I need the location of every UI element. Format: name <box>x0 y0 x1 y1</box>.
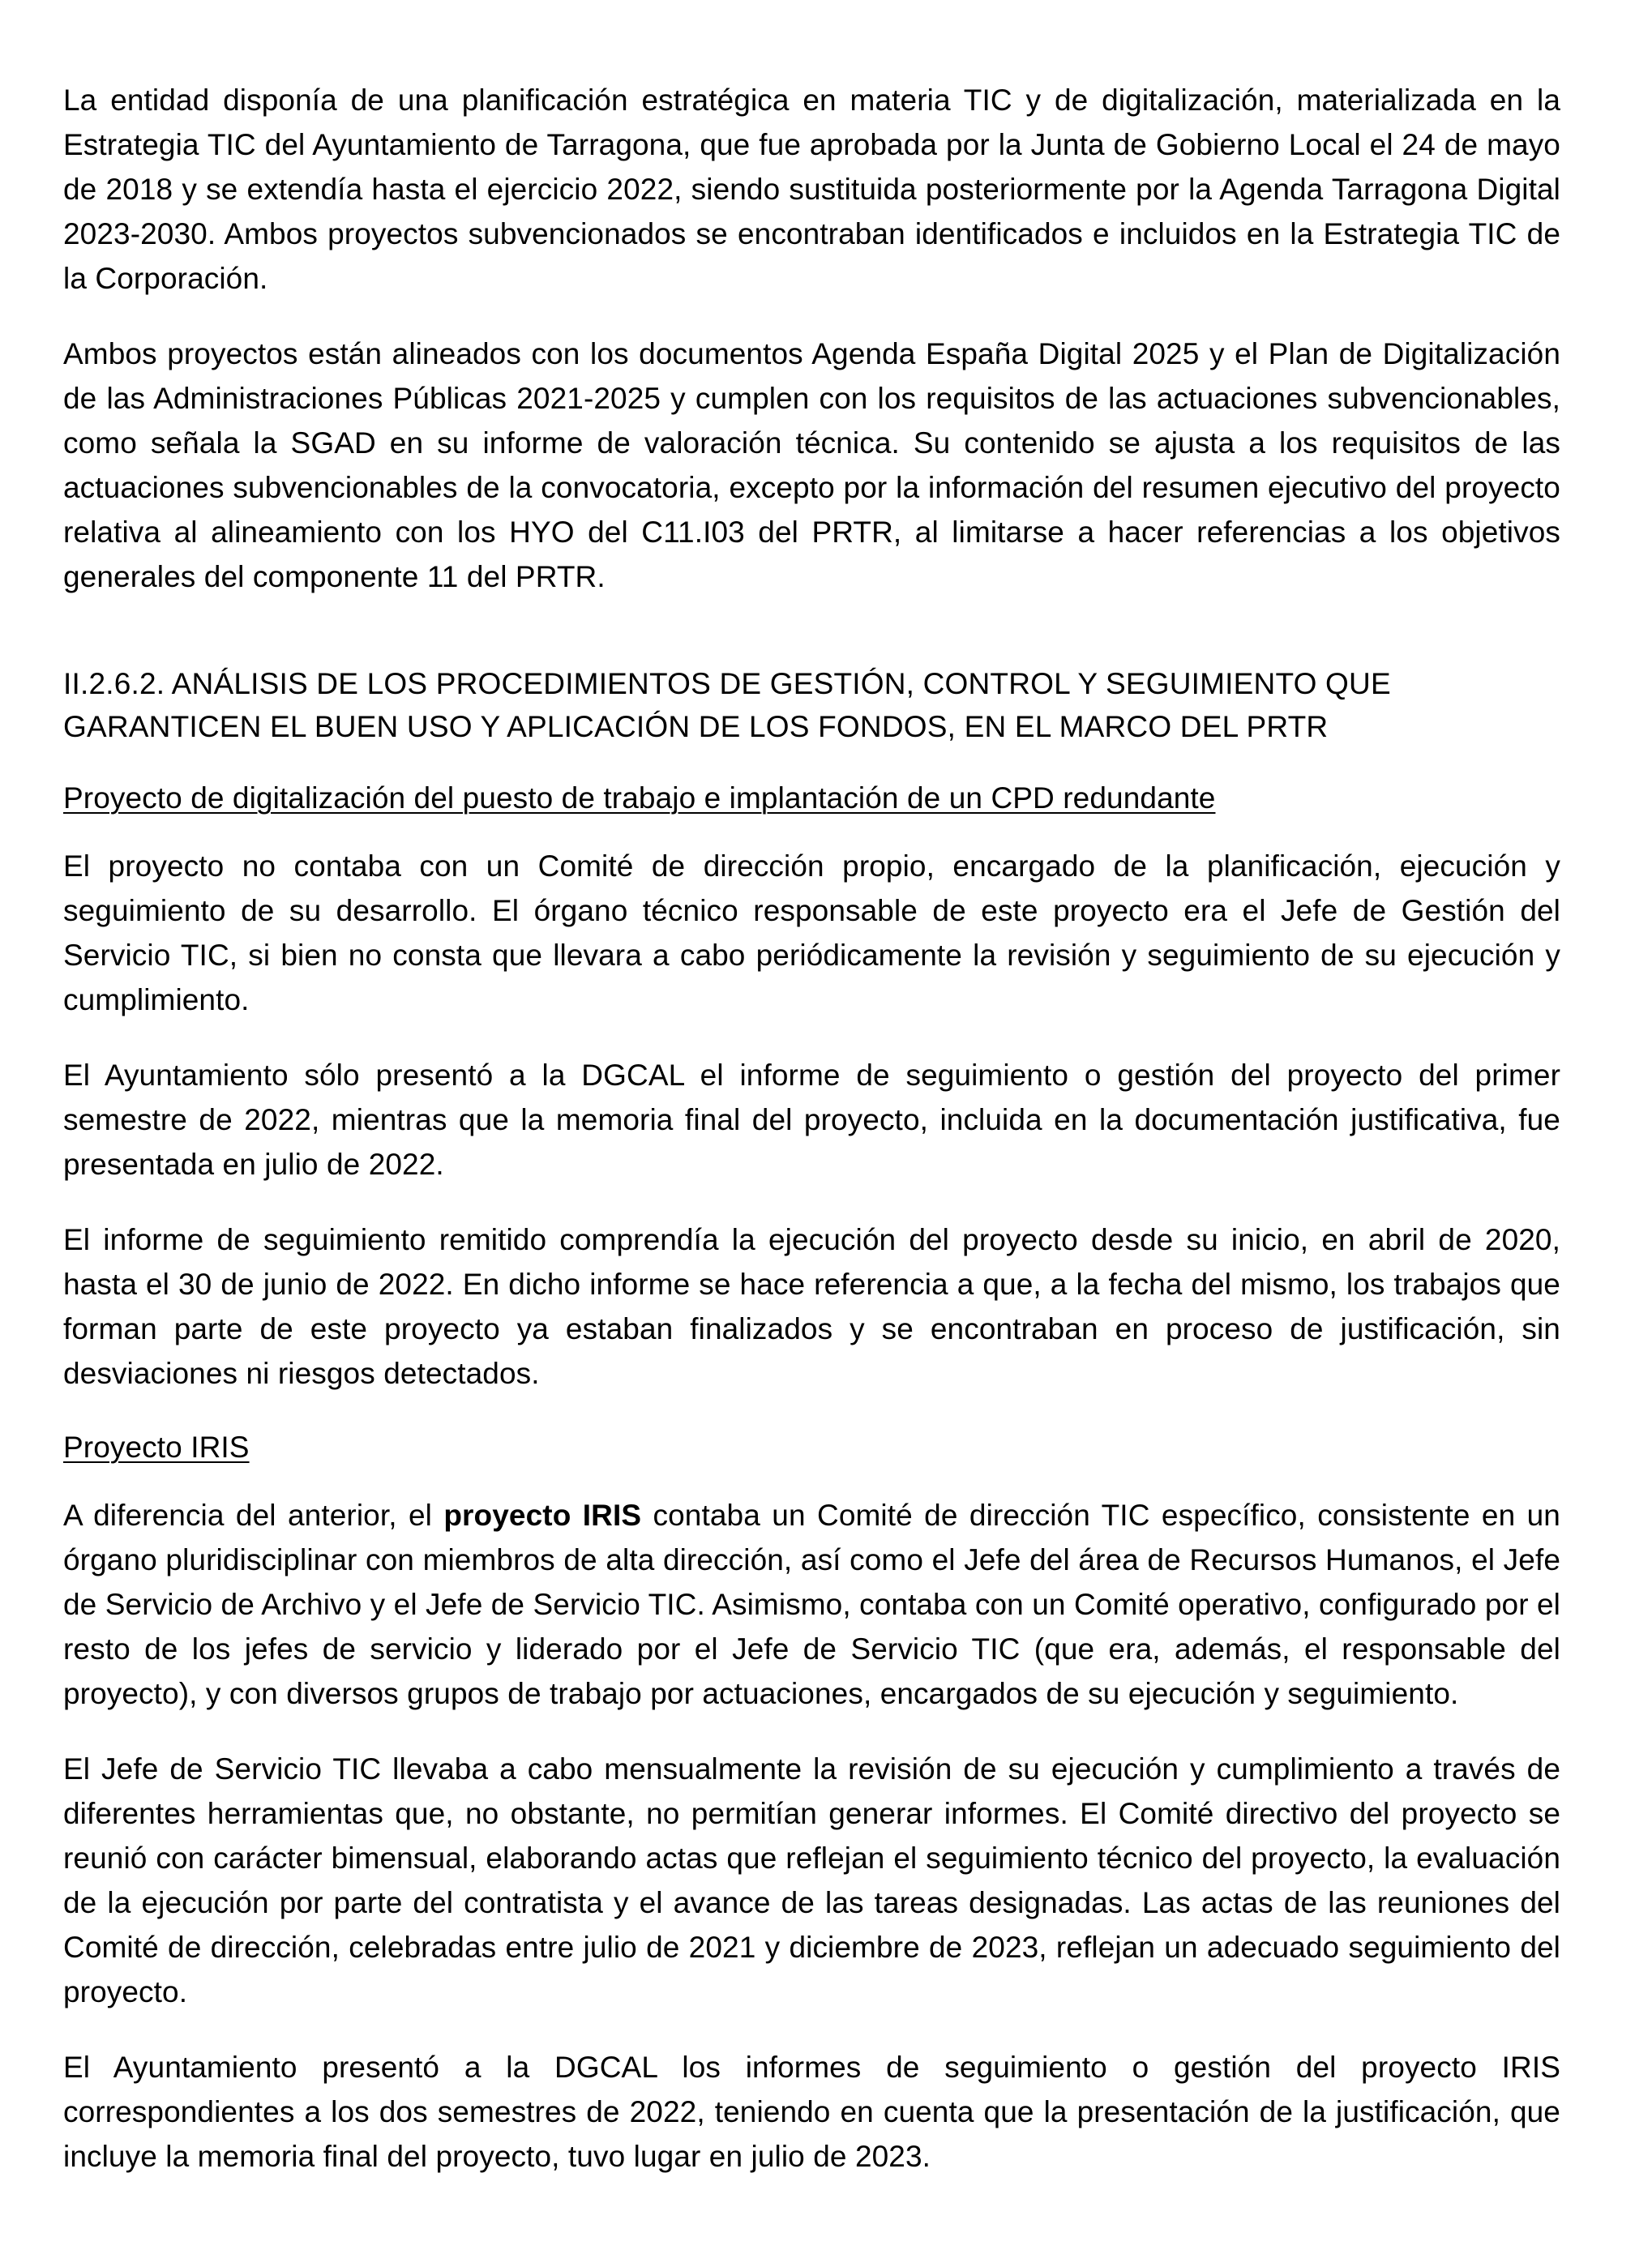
paragraph-iris-text-after: contaba un Comité de dirección TIC específico, consistente en un órgano pluridisciplinar con miembros de alta dirección, así como el Jefe del área de Recursos Humanos, el Jefe de Servicio de Archivo y el Jefe de Servicio TIC. Asimismo, contaba con un Comité operativo, configurado por el resto de los jefes de servicio y liderado por el Jefe de Servicio TIC (que era, además, el responsable del proyecto), y con diversos grupos de trabajo por actuaciones, encargados de su ejecución y seguimiento. <box>63 1499 1560 1710</box>
subheading-proyecto-cpd <box>63 777 1560 819</box>
paragraph-iris-text-before: A diferencia del anterior, el <box>63 1499 444 1532</box>
section-heading-line-2: GARANTICEN EL BUEN USO Y APLICACIÓN DE LOS FONDOS, EN EL MARCO DEL PRTR <box>63 710 1329 743</box>
paragraph-iris-comite-direccion <box>63 1493 1560 1716</box>
paragraph-strategic-planning: La entidad disponía de una planificación estratégica en materia TIC y de digitalización, materializada en la Estrategia TIC del Ayuntamiento de Tarragona, que fue aprobada por la Junta de Gobierno Local el 24 de mayo de 2018 y se extendía hasta el ejercicio 2022, siendo sustituida posteriormente por la Agenda Tarragona Digital 2023-2030. Ambos proyectos subvencionados se encontraban identificados e incluidos en la Estrategia TIC de la Corporación. <box>63 83 1560 295</box>
section-heading-line-1: II.2.6.2. ANÁLISIS DE LOS PROCEDIMIENTOS DE GESTIÓN, CONTROL Y SEGUIMIENTO QUE <box>63 667 1391 700</box>
paragraph-project-alignment: Ambos proyectos están alineados con los documentos Agenda España Digital 2025 y el Plan de Digitalización de las Administraciones Públicas 2021-2025 y cumplen con los requisitos de las actuaciones subvencionables, como señala la SGAD en su informe de valoración técnica. Su contenido se ajusta a los requisitos de las actuaciones subvencionables de la convocatoria, excepto por la información del resumen ejecutivo del proyecto relativa al alineamiento con los HYO del C11.I03 del PRTR, al limitarse a hacer referencias a los objetivos generales del componente 11 del PRTR. <box>63 337 1560 593</box>
subheading-cpd-label: Proyecto de digitalización del puesto de trabajo e implantación de un CPD redundante <box>63 781 1216 815</box>
page-content <box>63 78 1560 2179</box>
paragraph-cpd-comite-direccion: El proyecto no contaba con un Comité de dirección propio, encargado de la planificación, ejecución y seguimiento de su desarrollo. El órgano técnico responsable de este proyecto era el Jefe de Gestión del Servicio TIC, si bien no consta que llevara a cabo periódicamente la revisión y seguimiento de su ejecución y cumplimiento. <box>63 849 1560 1016</box>
paragraph-iris-bold-phrase: proyecto IRIS <box>443 1499 642 1532</box>
subheading-proyecto-iris <box>63 1427 1560 1469</box>
heading-spacer <box>63 630 1560 641</box>
paragraph-iris-informes-dgcal: El Ayuntamiento presentó a la DGCAL los informes de seguimiento o gestión del proyecto IRIS correspondientes a los dos semestres de 2022, teniendo en cuenta que la presentación de la justificación, que incluye la memoria final del proyecto, tuvo lugar en julio de 2023. <box>63 2051 1560 2173</box>
paragraph-cpd-informe-seguimiento: El informe de seguimiento remitido comprendía la ejecución del proyecto desde su inicio, en abril de 2020, hasta el 30 de junio de 2022. En dicho informe se hace referencia a que, a la fecha del mismo, los trabajos que forman parte de este proyecto ya estaban finalizados y se encontraban en proceso de justificación, sin desviaciones ni riesgos detectados. <box>63 1223 1560 1390</box>
section-heading-ii-2-6-2 <box>63 662 1560 748</box>
paragraph-cpd-informe-dgcal: El Ayuntamiento sólo presentó a la DGCAL el informe de seguimiento o gestión del proyecto del primer semestre de 2022, mientras que la memoria final del proyecto, incluida en la documentación justificativa, fue presentada en julio de 2022. <box>63 1059 1560 1181</box>
subheading-iris-label: Proyecto IRIS <box>63 1431 250 1464</box>
paragraph-iris-revision-mensual: El Jefe de Servicio TIC llevaba a cabo mensualmente la revisión de su ejecución y cumplimiento a través de diferentes herramientas que, no obstante, no permitían generar informes. El Comité directivo del proyecto se reunió con carácter bimensual, elaborando actas que reflejan el seguimiento técnico del proyecto, la evaluación de la ejecución por parte del contratista y el avance de las tareas designadas. Las actas de las reuniones del Comité de dirección, celebradas entre julio de 2021 y diciembre de 2023, reflejan un adecuado seguimiento del proyecto. <box>63 1752 1560 2008</box>
